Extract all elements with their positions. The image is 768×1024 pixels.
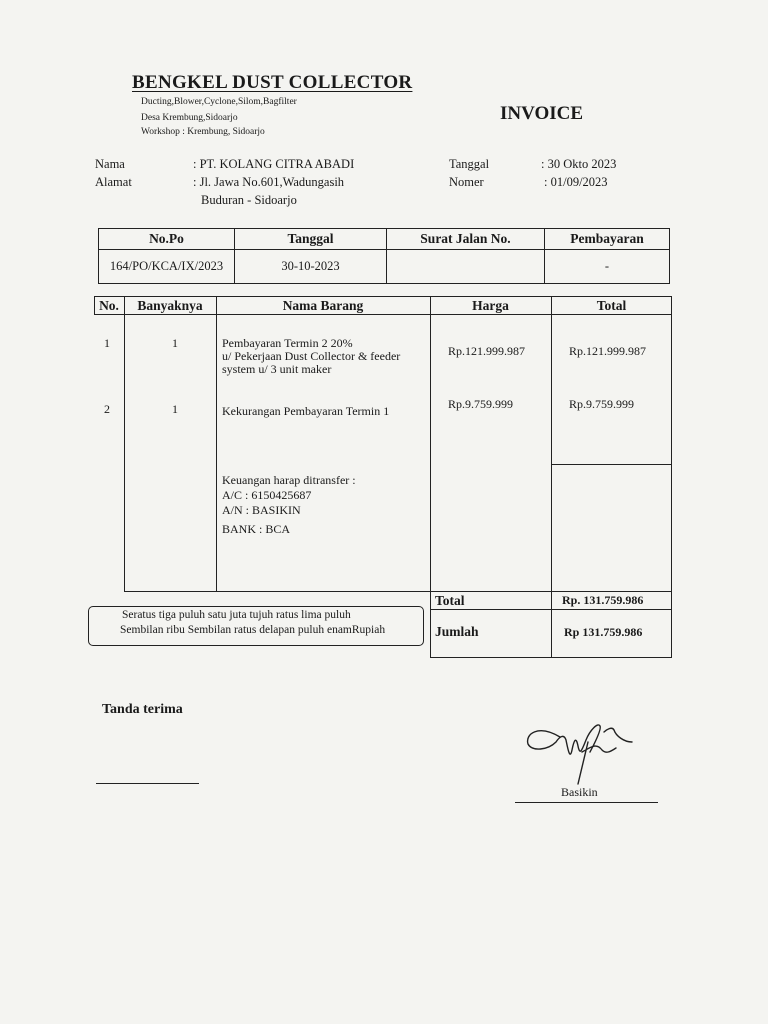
signature-mark xyxy=(520,712,640,792)
customer-name-label: Nama xyxy=(95,157,125,171)
receipt-label: Tanda terima xyxy=(102,702,183,717)
jumlah-label: Jumlah xyxy=(435,624,479,639)
customer-name: : PT. KOLANG CITRA ABADI xyxy=(193,157,355,171)
po-header-no-po: No.Po xyxy=(99,229,235,250)
invoice-number-label: Nomer xyxy=(449,175,484,189)
po-date: 30-10-2023 xyxy=(235,250,387,284)
amount-in-words xyxy=(88,606,424,646)
invoice-number: : 01/09/2023 xyxy=(544,175,608,189)
item-qty: 1 xyxy=(172,402,178,416)
po-table xyxy=(98,228,670,284)
items-header-total: Total xyxy=(596,298,627,313)
jumlah-value: Rp 131.759.986 xyxy=(564,625,643,639)
amount-in-words-line1: Seratus tiga puluh satu juta tujuh ratus lima puluh xyxy=(122,609,351,621)
total-label: Total xyxy=(435,593,465,608)
payment-note-line1: Keuangan harap ditransfer : xyxy=(222,473,356,487)
payment-note-bank: BANK : BCA xyxy=(222,522,291,536)
po-header-tanggal: Tanggal xyxy=(235,229,387,250)
customer-address-line2: Buduran - Sidoarjo xyxy=(201,193,297,207)
payment-note-account-name: A/N : BASIKIN xyxy=(222,503,301,517)
invoice-date-label: Tanggal xyxy=(449,157,490,171)
item-qty: 1 xyxy=(172,336,178,350)
signer-name: Basikin xyxy=(561,785,598,799)
item-price: Rp.121.999.987 xyxy=(448,344,526,358)
items-header-qty: Banyaknya xyxy=(137,298,203,313)
payment-note-account: A/C : 6150425687 xyxy=(222,488,312,502)
company-services: Ducting,Blower,Cyclone,Silom,Bagfilter xyxy=(141,97,297,107)
company-workshop: Workshop : Krembung, Sidoarjo xyxy=(141,127,265,137)
item-desc-line3: system u/ 3 unit maker xyxy=(222,362,332,376)
po-header-surat-jalan: Surat Jalan No. xyxy=(387,229,545,250)
po-header-pembayaran: Pembayaran xyxy=(545,229,670,250)
po-payment: - xyxy=(545,250,670,284)
invoice-date: : 30 Okto 2023 xyxy=(541,157,617,171)
company-address: Desa Krembung,Sidoarjo xyxy=(141,113,238,123)
company-name: BENGKEL DUST COLLECTOR xyxy=(132,72,413,93)
customer-address-label: Alamat xyxy=(95,175,132,189)
item-price: Rp.9.759.999 xyxy=(448,397,514,411)
invoice-title: INVOICE xyxy=(500,103,584,124)
items-header-price: Harga xyxy=(472,298,509,313)
item-no: 2 xyxy=(104,402,110,416)
items-header-no: No. xyxy=(99,298,119,313)
po-delivery-note xyxy=(387,250,545,284)
item-total: Rp.121.999.987 xyxy=(569,344,647,358)
total-value: Rp. 131.759.986 xyxy=(562,593,644,607)
items-header-name: Nama Barang xyxy=(282,298,364,313)
po-table-header xyxy=(99,229,670,250)
items-table xyxy=(94,296,672,658)
item-desc-line1: Pembayaran Termin 2 20% xyxy=(222,336,353,350)
po-number: 164/PO/KCA/IX/2023 xyxy=(99,250,235,284)
signer-signature-line xyxy=(515,802,658,803)
item-total: Rp.9.759.999 xyxy=(569,397,635,411)
item-desc-line2: u/ Pekerjaan Dust Collector & feeder xyxy=(222,349,401,363)
item-desc-line1: Kekurangan Pembayaran Termin 1 xyxy=(222,404,390,418)
amount-in-words-line2: Sembilan ribu Sembilan ratus delapan puluh enamRupiah xyxy=(120,624,386,636)
po-table-row xyxy=(99,250,670,284)
item-no: 1 xyxy=(104,336,110,350)
receiver-signature-line xyxy=(96,783,199,784)
customer-address-line1: : Jl. Jawa No.601,Wadungasih xyxy=(193,175,345,189)
